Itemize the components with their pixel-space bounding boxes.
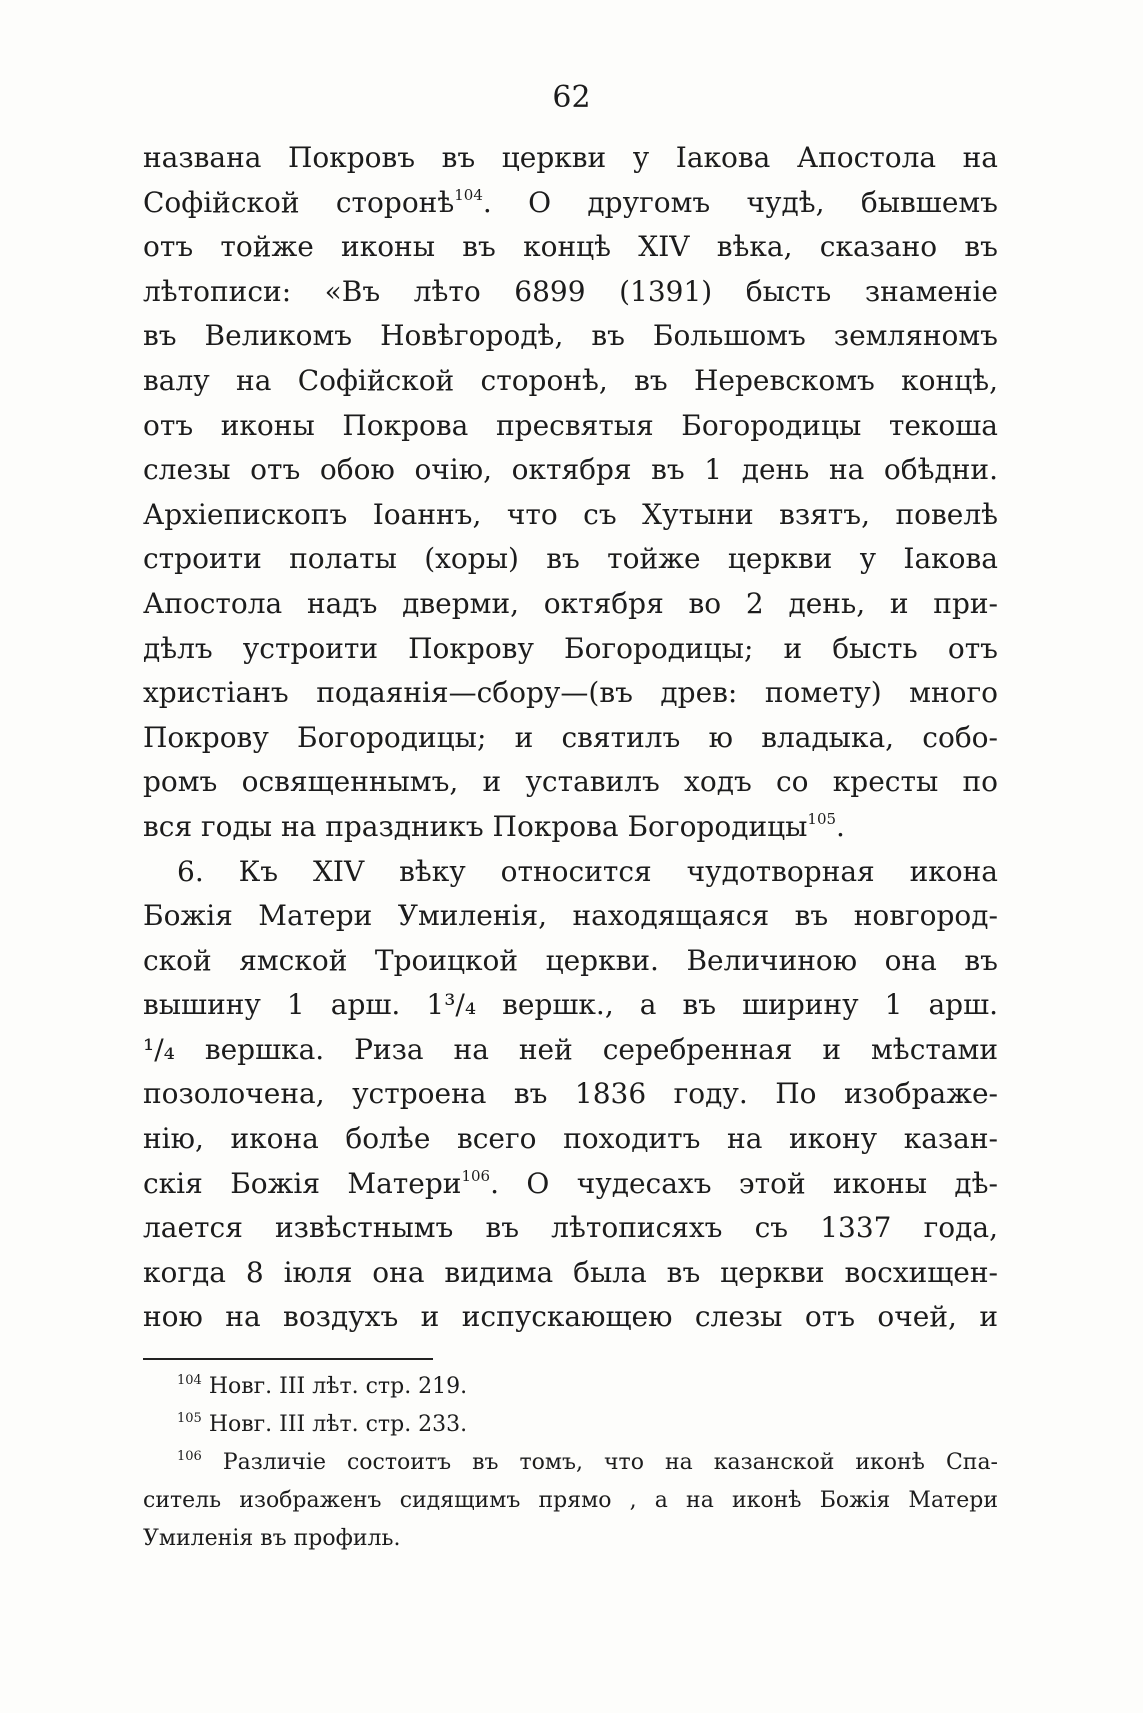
body-line (143, 359, 998, 404)
footnote-ref: 106 (461, 1166, 491, 1185)
line-text: Софійской сторонѣ (143, 185, 455, 219)
footnotes (143, 1368, 998, 1558)
footnote-number: 105 (177, 1411, 202, 1426)
line-text-after: . О другомъ чудѣ, бывшемъ (482, 185, 998, 219)
body-line (143, 537, 998, 582)
line-text: вся годы на праздникъ Покрова Богородицы (143, 809, 808, 843)
line-text: лѣтописи: «Въ лѣто 6899 (1391) бысть знаменіе (143, 274, 998, 308)
body-line (143, 1295, 998, 1340)
line-text: Божія Матери Умиленія, находящаяся въ новгород- (143, 899, 998, 933)
line-text: лается извѣстнымъ въ лѣтописяхъ съ 1337 года, (143, 1211, 998, 1245)
body-line (143, 850, 998, 895)
line-text: отъ тойже иконы въ концѣ XIV вѣка, сказано въ (143, 230, 998, 264)
body-line (143, 1162, 998, 1207)
body-line (143, 1028, 998, 1073)
body-line (143, 1072, 998, 1117)
body-line (143, 805, 998, 850)
body-line (143, 894, 998, 939)
line-text: Архіепископъ Іоаннъ, что съ Хутыни взятъ, повелѣ (143, 497, 998, 531)
body-line (143, 181, 998, 226)
body-line (143, 760, 998, 805)
footnote-line (143, 1406, 998, 1444)
body-line (143, 404, 998, 449)
line-text: вышину 1 арш. 1³/₄ вершк., а въ ширину 1 арш. (143, 988, 998, 1022)
footnote-line (143, 1520, 998, 1558)
footnote-line (143, 1444, 998, 1482)
body-line (143, 225, 998, 270)
footnote-text: Умиленія въ профиль. (143, 1526, 401, 1551)
line-text: слезы отъ обою очію, октября въ 1 день на обѣдни. (143, 453, 998, 487)
body-line (143, 1206, 998, 1251)
line-text: ромъ освященнымъ, и уставилъ ходъ со кресты по (143, 765, 998, 799)
footnote-rule (143, 1358, 433, 1360)
body-line (143, 448, 998, 493)
line-text: Апостола надъ дверми, октября во 2 день, и при- (143, 586, 998, 620)
line-text: ской ямской Троицкой церкви. Величиною она въ (143, 943, 998, 977)
line-text: названа Покровъ въ церкви у Іакова Апостола на (143, 141, 998, 174)
body-line (143, 939, 998, 984)
line-text: позолочена, устроена въ 1836 году. По изображе- (143, 1077, 998, 1111)
page-number: 62 (552, 80, 591, 115)
body-text (143, 136, 998, 1340)
line-text-after: . О чудесахъ этой иконы дѣ- (490, 1166, 998, 1200)
footnote-ref: 104 (454, 185, 483, 204)
body-line (143, 136, 998, 181)
line-text: Покрову Богородицы; и святилъ ю владыка, собо- (143, 720, 998, 754)
footnote-line (143, 1482, 998, 1520)
line-text: ¹/₄ вершка. Риза на ней серебренная и мѣстами (143, 1032, 998, 1066)
footnote-text: Новг. III лѣт. стр. 233. (201, 1412, 468, 1437)
footnote-text: Новг. III лѣт. стр. 219. (201, 1374, 468, 1399)
body-line (143, 493, 998, 538)
line-text: когда 8 іюля она видима была въ церкви восхищен- (143, 1255, 998, 1289)
line-text: дѣлъ устроити Покрову Богородицы; и бысть отъ (143, 631, 998, 665)
line-text: отъ иконы Покрова пресвятыя Богородицы текоша (143, 408, 998, 442)
body-line (143, 1117, 998, 1162)
line-text: валу на Софійской сторонѣ, въ Неревскомъ концѣ, (143, 363, 998, 397)
line-text: скія Божія Матери (143, 1166, 462, 1200)
footnote-number: 104 (177, 1373, 202, 1388)
body-line (143, 671, 998, 716)
line-text: ною на воздухъ и испускающею слезы отъ очей, и (143, 1300, 998, 1334)
body-line (143, 983, 998, 1028)
line-text-after: . (836, 809, 845, 843)
body-line (143, 716, 998, 761)
body-line (143, 582, 998, 627)
footnote-line (143, 1368, 998, 1406)
body-line (143, 270, 998, 315)
footnote-text: Различіе состоитъ въ томъ, что на казанской иконѣ Спа- (201, 1450, 998, 1475)
footnote-number: 106 (177, 1449, 202, 1464)
line-text: нію, икона болѣе всего походитъ на икону казан- (143, 1122, 998, 1156)
body-line (143, 314, 998, 359)
footnote-ref: 105 (807, 809, 837, 828)
body-line (143, 1251, 998, 1296)
body-line (143, 627, 998, 672)
line-text: строити полаты (хоры) въ тойже церкви у Іакова (143, 542, 998, 576)
line-text: христіанъ подаянія—сбору—(въ древ: помету) много (143, 676, 998, 710)
line-text: 6. Къ XIV вѣку относится чудотворная икона (177, 854, 998, 888)
footnote-text: ситель изображенъ сидящимъ прямо , а на иконѣ Божія Матери (143, 1488, 998, 1513)
line-text: въ Великомъ Новѣгородѣ, въ Большомъ земляномъ (143, 319, 998, 353)
